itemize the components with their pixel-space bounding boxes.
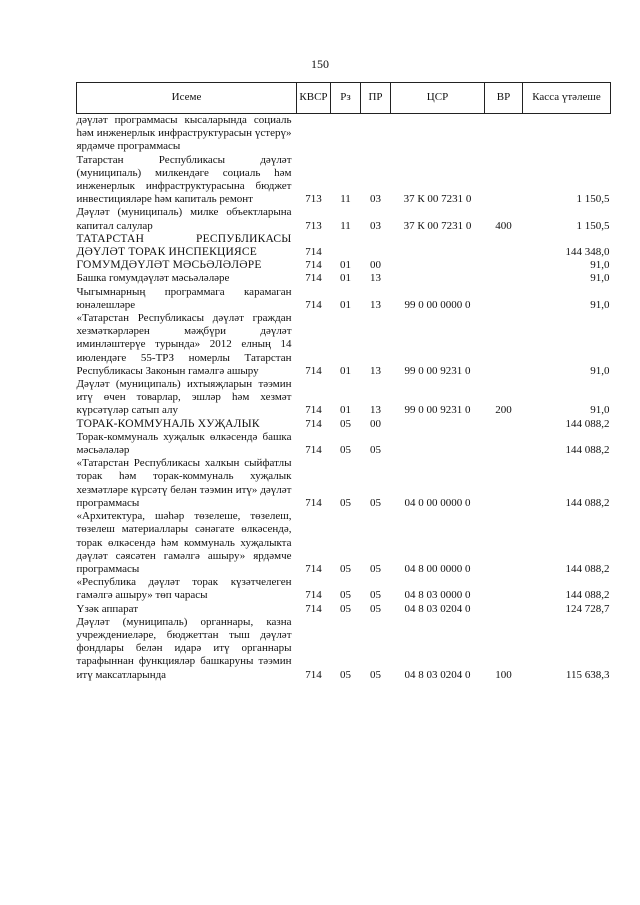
col-header-pr: ПР (361, 83, 391, 114)
row-pr: 05 (370, 444, 381, 457)
row-vr: 200 (495, 404, 512, 417)
row-amount: 1 150,5 (576, 193, 610, 206)
row-amount: 91,0 (590, 298, 610, 311)
table-row (77, 378, 611, 418)
row-vr (485, 286, 523, 312)
row-amount: 1 150,5 (576, 219, 610, 232)
row-vr (485, 154, 523, 207)
row-pr: 05 (370, 589, 381, 602)
row-amount: 144 088,2 (565, 496, 610, 509)
row-kvsr (297, 114, 331, 154)
row-csr: 04 8 03 0204 0 (404, 668, 471, 681)
row-csr: 37 К 00 7231 0 (403, 219, 472, 232)
budget-table (76, 82, 611, 682)
col-header-name: Исеме (77, 83, 297, 114)
row-kvsr: 714 (305, 259, 322, 272)
row-pr: 00 (370, 259, 381, 272)
row-rz: 01 (340, 364, 351, 377)
table-row (77, 603, 611, 616)
col-header-kvsr: КВСР (297, 83, 331, 114)
row-name: Торак-коммуналь хуҗалык өлкәсендә башка мәсьәләләр (76, 430, 292, 457)
row-vr (485, 510, 523, 576)
row-pr: 00 (370, 417, 381, 430)
col-header-vr: ВР (485, 83, 523, 114)
row-name: ТАТАРСТАН РЕСПУБЛИКАСЫ ДӘҮЛӘТ ТОРАК ИНСПЕКЦИЯСЕ (76, 232, 292, 259)
table-row (77, 457, 611, 510)
row-vr (485, 272, 523, 285)
row-name: «Татарстан Республикасы дәүләт граждан хезмәткәрләрен мәҗбүри дәүләт иминләштерүе турында» 2012 елның 14 июлендәге 55-ТРЗ номерлы Татарстан Республикасы Законын гамәлгә ашыру (76, 312, 292, 377)
row-amount: 144 088,2 (565, 562, 610, 575)
row-vr: 100 (495, 668, 512, 681)
table-row (77, 114, 611, 154)
row-pr (361, 233, 391, 259)
row-rz (331, 114, 361, 154)
row-kvsr: 714 (305, 444, 322, 457)
row-kvsr: 713 (305, 193, 322, 206)
row-pr: 13 (370, 298, 381, 311)
row-name: Дәүләт (муниципаль) ихтыяҗларын тәэмин итү өчен товарлар, эшләр һәм хезмәт күрсәтүләр сатып алу (76, 378, 292, 417)
table-row (77, 206, 611, 232)
table-row (77, 286, 611, 312)
row-kvsr: 713 (305, 219, 322, 232)
row-rz: 05 (340, 496, 351, 509)
row-kvsr: 714 (305, 668, 322, 681)
table-header-row (77, 83, 611, 114)
row-name: «Архитектура, шәһәр төзелеше, төзелеш, төзелеш материаллары сәнәгате өлкәсендә, торак өлкәсендә һәм коммуналь хуҗалыкта дәүләт сәясәтен гамәлгә ашыру» ярдәмче программасы (76, 510, 292, 575)
row-rz: 05 (340, 589, 351, 602)
col-header-amount: Касса үтәлеше (523, 83, 611, 114)
row-csr: 99 0 00 9231 0 (404, 364, 471, 377)
row-rz: 01 (340, 404, 351, 417)
row-name: Дәүләт (муниципаль) милке объектларына капитал салулар (76, 206, 292, 232)
row-pr: 05 (370, 562, 381, 575)
row-rz: 01 (340, 259, 351, 272)
row-csr: 04 0 00 0000 0 (404, 496, 471, 509)
col-header-rz: Рз (331, 83, 361, 114)
row-csr: 04 8 03 0000 0 (404, 589, 471, 602)
row-rz: 05 (340, 444, 351, 457)
row-kvsr: 714 (305, 272, 322, 285)
row-amount: 91,0 (590, 272, 610, 285)
row-amount: 144 348,0 (565, 246, 610, 259)
row-kvsr: 714 (305, 496, 322, 509)
row-csr: 04 8 00 0000 0 (404, 562, 471, 575)
row-kvsr: 714 (305, 404, 322, 417)
row-name: «Республика дәүләт торак күзәтчелеген гамәлгә ашыру» төп чарасы (76, 576, 292, 602)
row-amount: 91,0 (590, 259, 610, 272)
row-amount: 91,0 (590, 364, 610, 377)
row-vr (485, 259, 523, 272)
row-rz: 05 (340, 417, 351, 430)
row-name: дәүләт программасы кысаларында социаль һәм инженерлык инфраструктурасын үстерү» ярдәмче программасы (76, 114, 292, 153)
row-vr (485, 114, 523, 154)
row-name: Үзәк аппарат (76, 602, 139, 615)
row-rz: 05 (340, 602, 351, 615)
row-csr: 37 К 00 7231 0 (403, 193, 472, 206)
row-rz: 01 (340, 272, 351, 285)
page-number: 150 (311, 57, 329, 71)
table-body (77, 114, 611, 682)
row-amount: 144 088,2 (565, 444, 610, 457)
row-kvsr: 714 (305, 589, 322, 602)
col-header-csr: ЦСР (391, 83, 485, 114)
row-vr (485, 576, 523, 602)
row-kvsr: 714 (305, 298, 322, 311)
row-amount: 91,0 (590, 404, 610, 417)
table-row (77, 154, 611, 207)
row-name: ГОМУМДӘҮЛӘТ МӘСЬӘЛӘЛӘРЕ (76, 259, 262, 272)
row-csr: 99 0 00 9231 0 (404, 404, 471, 417)
row-pr: 03 (370, 193, 381, 206)
row-name: Татарстан Республикасы дәүләт (муниципаль) милкендәге социаль һәм инженерлык инфраструктурасына бюджет инвестицияләре һәм капиталь ремонт (76, 153, 292, 206)
row-csr: 99 0 00 0000 0 (404, 298, 471, 311)
row-rz: 05 (340, 562, 351, 575)
row-csr (391, 272, 485, 285)
row-kvsr: 714 (305, 246, 322, 259)
row-rz: 05 (340, 668, 351, 681)
row-csr (391, 431, 485, 457)
table-row (77, 233, 611, 259)
row-rz: 01 (340, 298, 351, 311)
table-row (77, 616, 611, 682)
row-pr (361, 114, 391, 154)
row-vr (485, 312, 523, 378)
row-pr: 05 (370, 602, 381, 615)
table-row (77, 259, 611, 272)
row-vr (485, 603, 523, 616)
row-name: Башка гомумдәүләт мәсьәләләре (76, 272, 230, 285)
row-amount: 115 638,3 (565, 668, 610, 681)
row-csr (391, 114, 485, 154)
row-rz: 11 (340, 219, 351, 232)
row-name: «Татарстан Республикасы халкын сыйфатлы торак һәм торак-коммуналь хуҗалык хезмәтләре күрсәтү белән тәэмин итү» дәүләт программасы (76, 457, 292, 509)
row-kvsr: 714 (305, 364, 322, 377)
table-row (77, 576, 611, 602)
row-vr (485, 431, 523, 457)
row-rz (331, 233, 361, 259)
row-vr (485, 233, 523, 259)
row-pr: 05 (370, 496, 381, 509)
row-rz: 11 (340, 193, 351, 206)
row-pr: 13 (370, 364, 381, 377)
row-pr: 03 (370, 219, 381, 232)
table-row (77, 312, 611, 378)
row-kvsr: 714 (305, 562, 322, 575)
row-amount: 144 088,2 (565, 589, 610, 602)
row-pr: 13 (370, 404, 381, 417)
row-vr (485, 418, 523, 431)
row-amount: 124 728,7 (565, 602, 610, 615)
table-row (77, 431, 611, 457)
row-kvsr: 714 (305, 602, 322, 615)
row-name: ТОРАК-КОММУНАЛЬ ХУҖАЛЫК (76, 417, 260, 430)
table-row (77, 418, 611, 431)
row-amount: 144 088,2 (565, 417, 610, 430)
row-name: Чыгымнарның программага карамаган юнәлешләре (76, 285, 292, 311)
table-row (77, 510, 611, 576)
row-csr: 04 8 03 0204 0 (404, 602, 471, 615)
row-name: Дәүләт (муниципаль) органнары, казна учреждениеләре, бюджеттан тыш дәүләт фондлары белән идарә итү органнары тарафыннан функцияләр башкаруны тәэмин итү максатларында (76, 615, 292, 681)
row-csr (391, 259, 485, 272)
row-pr: 05 (370, 668, 381, 681)
table-row (77, 272, 611, 285)
row-vr (485, 457, 523, 510)
row-kvsr: 714 (305, 417, 322, 430)
row-pr: 13 (370, 272, 381, 285)
row-amount (523, 114, 611, 154)
row-csr (391, 418, 485, 431)
row-csr (391, 233, 485, 259)
row-vr: 400 (495, 219, 512, 232)
